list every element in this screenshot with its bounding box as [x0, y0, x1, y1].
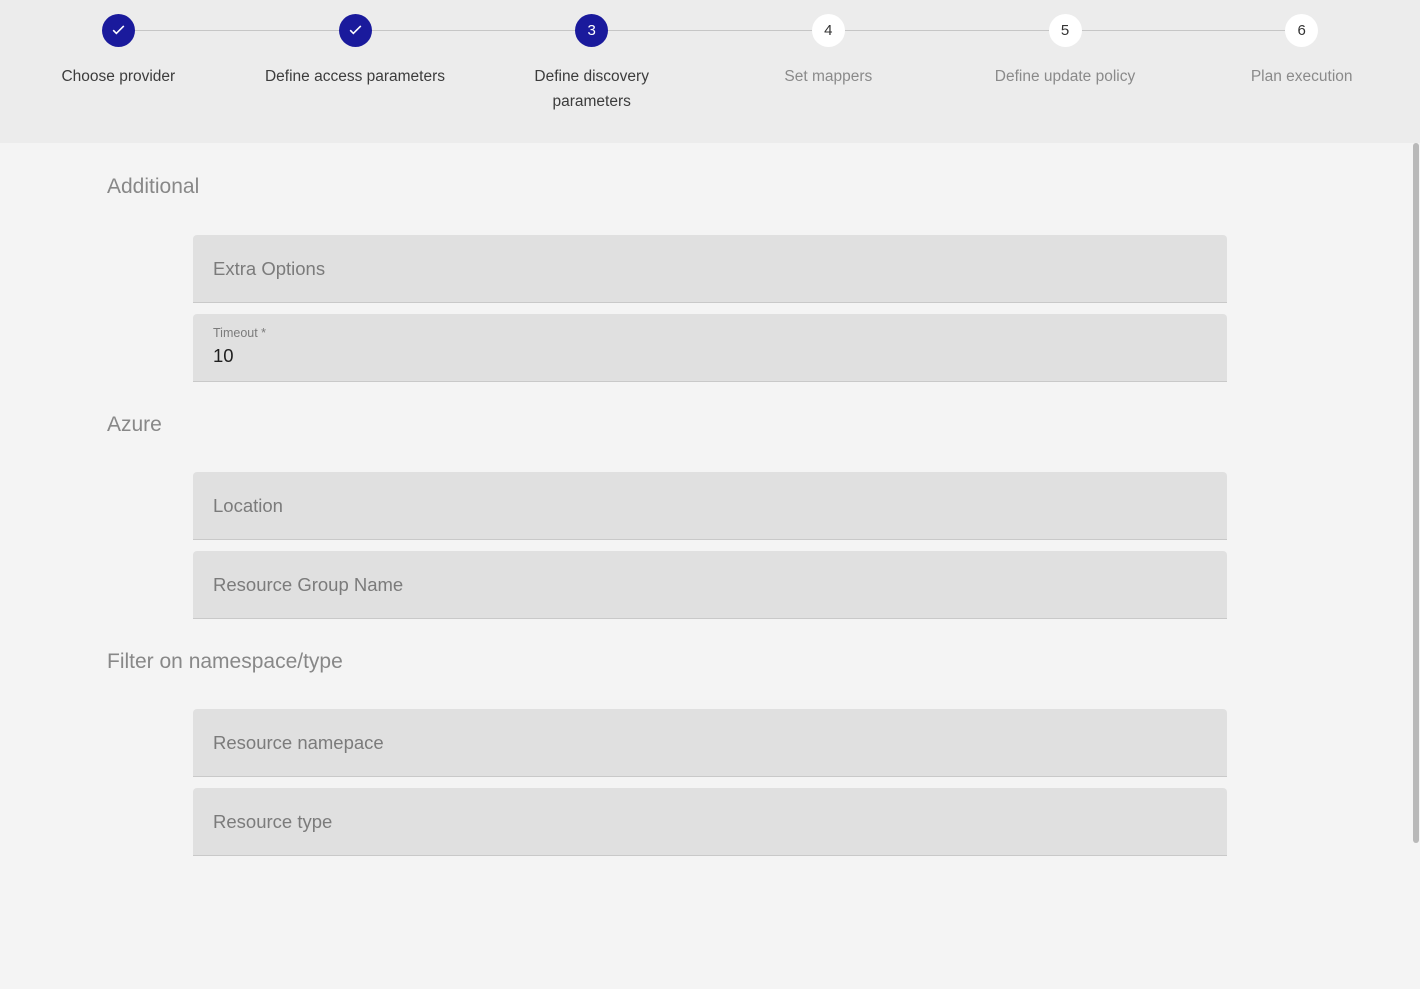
step-connector-5: [1065, 30, 1302, 31]
extra-options-input[interactable]: [193, 235, 1227, 303]
vertical-scrollbar[interactable]: [1413, 143, 1420, 989]
location-placeholder: Location: [213, 494, 283, 516]
step-6-number: 6: [1285, 14, 1318, 47]
step-connector-1: [118, 30, 355, 31]
discovery-parameters-form: [0, 143, 1420, 989]
step-5-number: 5: [1049, 14, 1082, 47]
step-connector-3: [592, 30, 829, 31]
step-4-number: 4: [812, 14, 845, 47]
step-3-label: Define discovery parameters: [534, 68, 649, 110]
step-connector-2: [355, 30, 592, 31]
wizard-step-1[interactable]: [0, 14, 237, 89]
step-1-label: Choose provider: [61, 68, 176, 85]
section-title-azure: Azure: [107, 413, 162, 436]
timeout-input[interactable]: [193, 314, 1227, 382]
section-title-additional: Additional: [107, 175, 200, 198]
step-2-label: Define access parameters: [264, 68, 446, 85]
resource-type-input[interactable]: [193, 788, 1227, 856]
timeout-value: 10: [213, 345, 234, 366]
step-2-status-icon: [339, 14, 372, 47]
wizard-step-6[interactable]: [1183, 14, 1420, 89]
scrollbar-thumb[interactable]: [1413, 143, 1419, 843]
step-1-status-icon: [102, 14, 135, 47]
resource-group-name-input[interactable]: [193, 551, 1227, 619]
step-connector-4: [828, 30, 1065, 31]
location-input[interactable]: [193, 472, 1227, 540]
step-4-label: Set mappers: [784, 68, 873, 85]
wizard-step-3[interactable]: [473, 14, 710, 114]
section-title-filter: Filter on namespace/type: [107, 650, 343, 673]
timeout-label: Timeout *: [213, 326, 267, 340]
resource-namespace-input[interactable]: [193, 709, 1227, 777]
extra-options-placeholder: Extra Options: [213, 257, 326, 279]
resource-namespace-placeholder: Resource namepace: [213, 731, 384, 753]
wizard-step-5[interactable]: [947, 14, 1184, 89]
step-5-label: Define update policy: [994, 68, 1136, 85]
wizard-step-4[interactable]: [710, 14, 947, 89]
step-3-number: 3: [575, 14, 608, 47]
resource-group-name-placeholder: Resource Group Name: [213, 573, 404, 595]
wizard-stepper: [0, 0, 1420, 143]
spacer: [0, 777, 1420, 788]
step-6-label: Plan execution: [1250, 68, 1353, 85]
spacer: [0, 540, 1420, 551]
spacer: [0, 303, 1420, 314]
wizard-step-2[interactable]: [237, 14, 474, 89]
resource-type-placeholder: Resource type: [213, 810, 333, 832]
